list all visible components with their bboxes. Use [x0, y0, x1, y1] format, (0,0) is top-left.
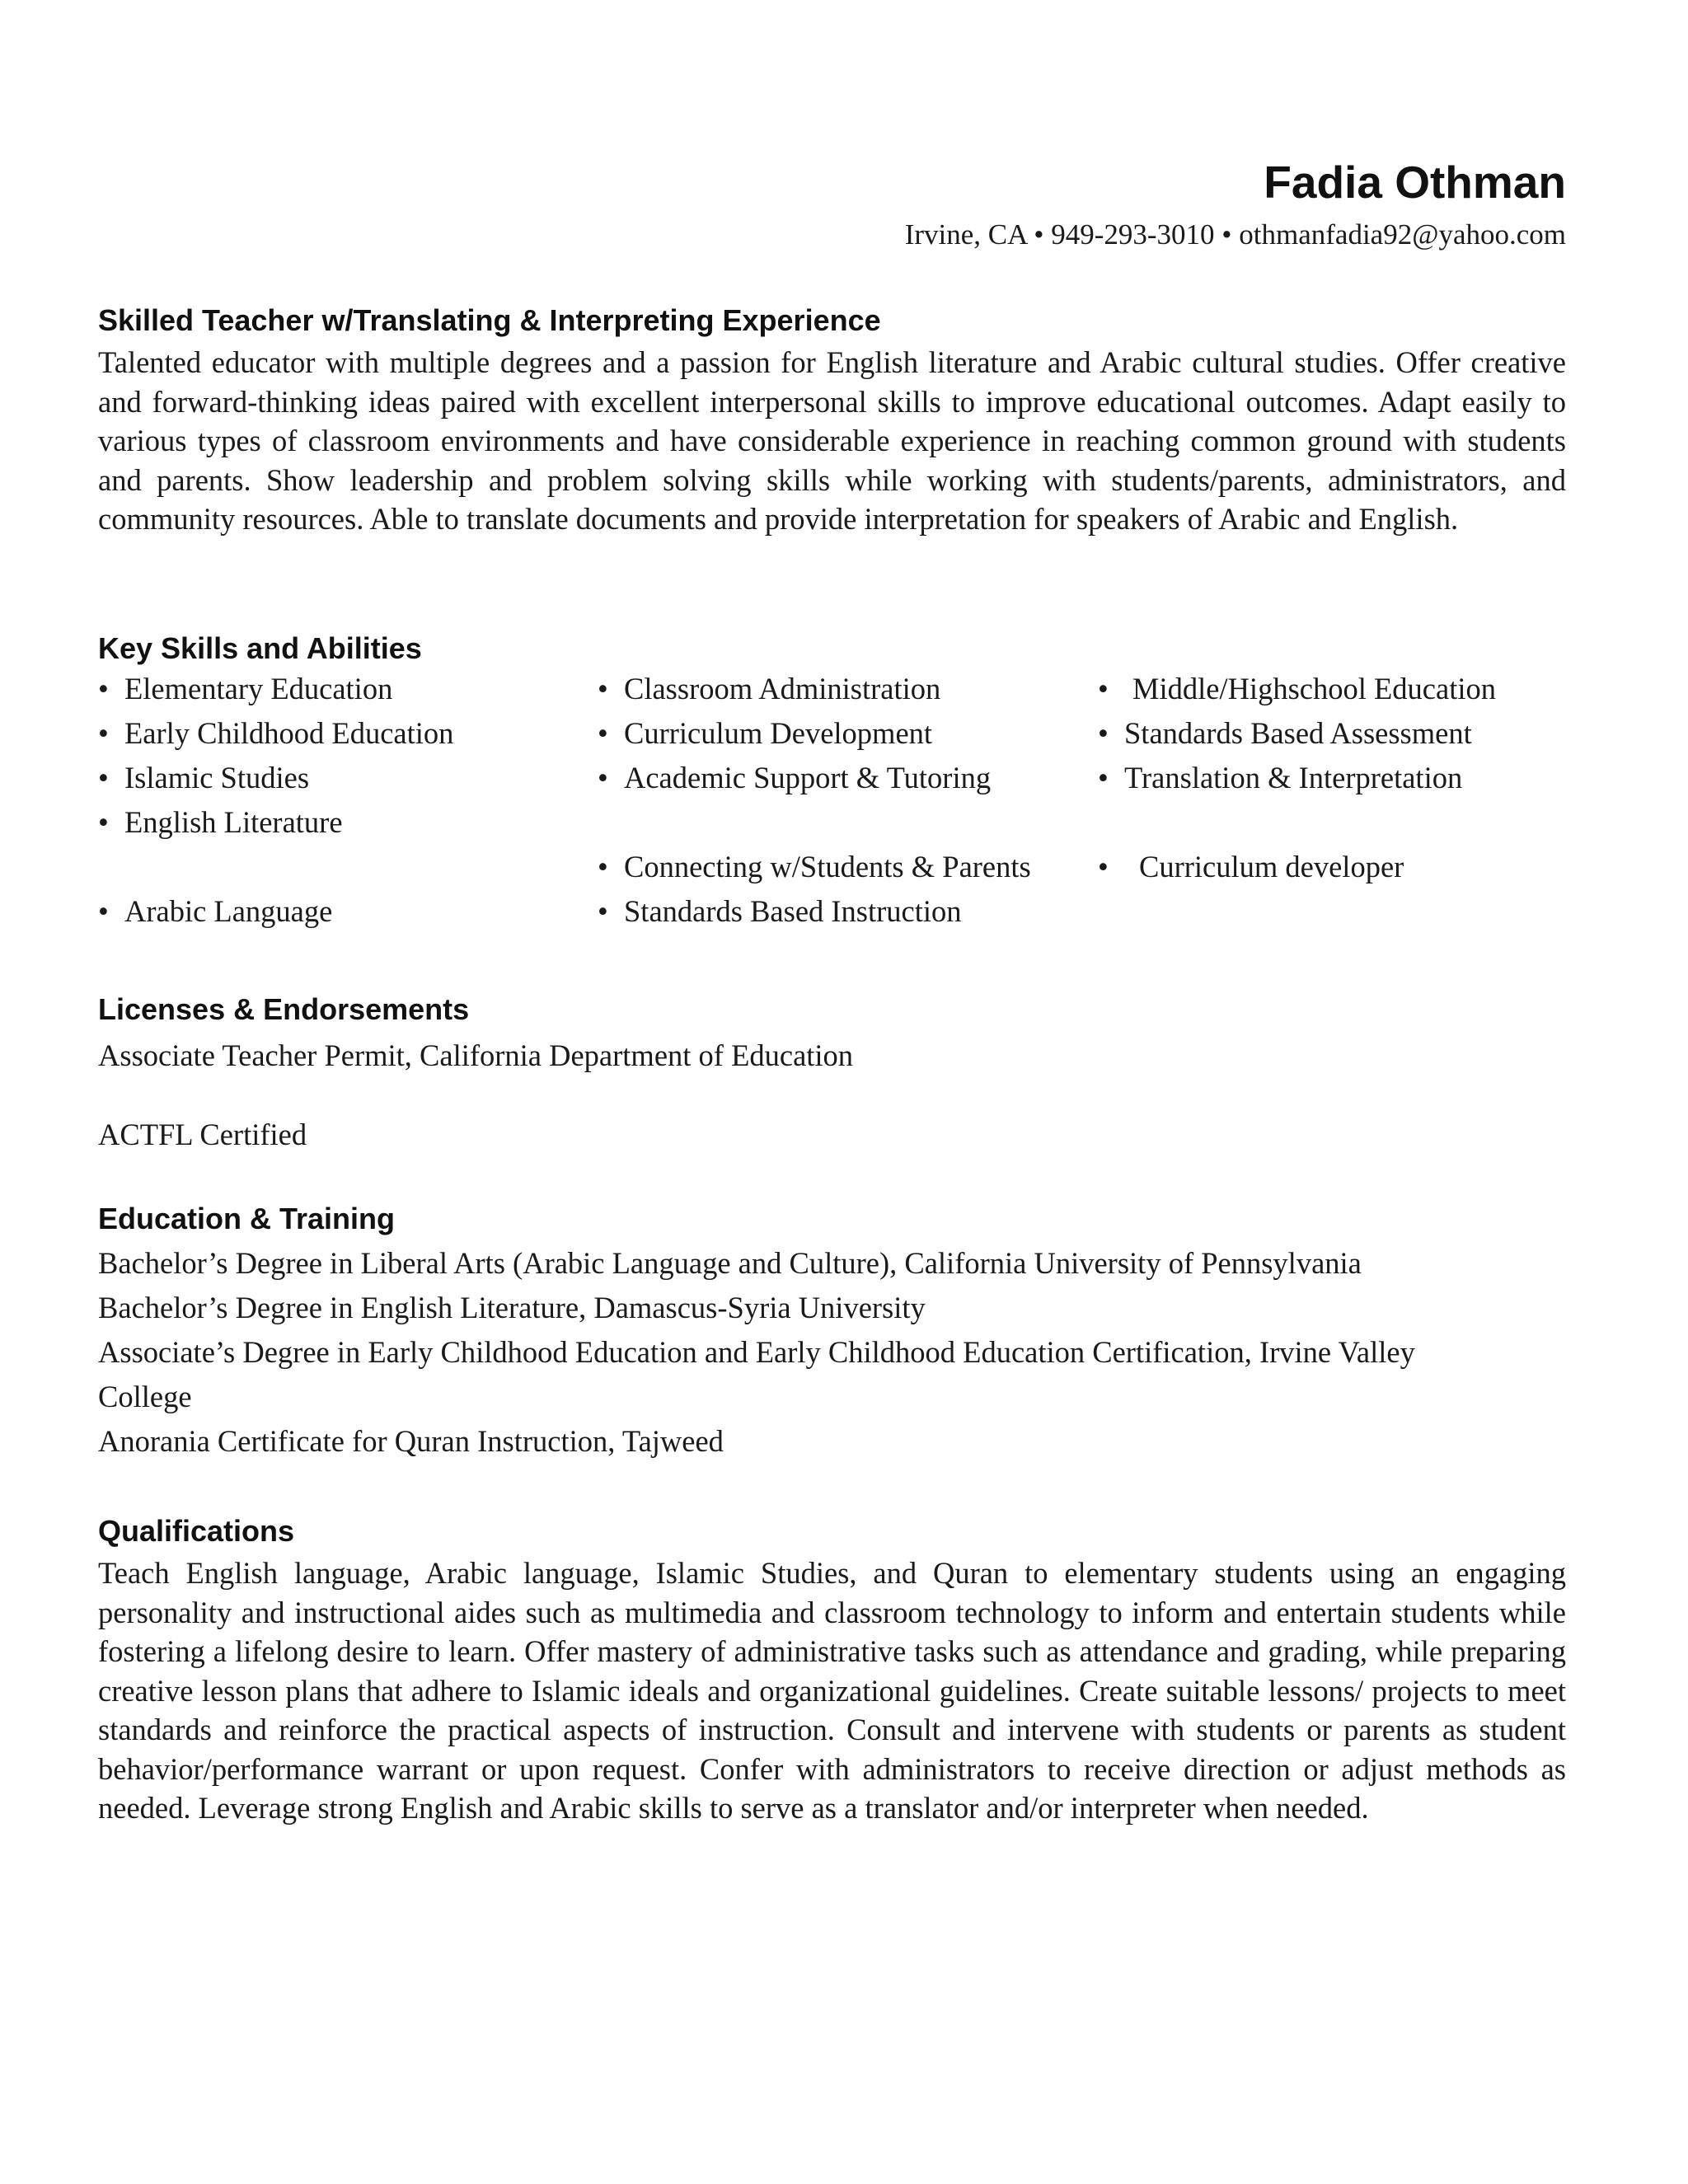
resume-page	[98, 0, 1566, 2184]
bullet-icon: •	[598, 672, 608, 705]
skill-label: Early Childhood Education	[124, 716, 454, 750]
license-item: ACTFL Certified	[98, 1118, 307, 1151]
licenses-section	[98, 989, 1566, 1157]
bullet-icon: •	[98, 805, 109, 839]
education-item: College	[98, 1380, 192, 1413]
education-item: Bachelor’s Degree in Liberal Arts (Arabic Language and Culture), California University of Pennsylvania	[98, 1246, 1362, 1280]
skill-label: English Literature	[124, 805, 343, 839]
bullet-icon: •	[98, 894, 109, 928]
skill-item	[98, 803, 343, 842]
bullet-icon: •	[1098, 716, 1109, 750]
bullet-icon: •	[1098, 761, 1109, 794]
skill-item	[598, 714, 932, 753]
bullet-icon: •	[98, 761, 109, 794]
skill-label: Curriculum developer	[1139, 850, 1404, 883]
skill-label: Arabic Language	[124, 894, 333, 928]
qualifications-section	[98, 1511, 1566, 1828]
bullet-icon: •	[598, 716, 608, 750]
skill-item	[1098, 758, 1462, 798]
bullet-icon: •	[1098, 672, 1109, 705]
skill-item	[598, 847, 1031, 887]
skills-title: Key Skills and Abilities	[98, 631, 422, 665]
education-section	[98, 1198, 1566, 1464]
skill-label: Curriculum Development	[624, 716, 933, 750]
candidate-name: Fadia Othman	[1264, 157, 1566, 208]
license-item: Associate Teacher Permit, California Department of Education	[98, 1038, 854, 1072]
skill-item	[598, 669, 940, 709]
qualifications-body: Teach English language, Arabic language, Islamic Studies, and Quran to elementary students using an engaging personality and instructional aides such as multimedia and classroom technology to inform and entertain students while fostering a lifelong desire to learn. Offer mastery of administrative tasks such as attendance and grading, while preparing creative lesson plans that adhere to Islamic ideals and organizational guidelines. Create suitable lessons/ projects to meet standards and reinforce the practical aspects of instruction. Consult and intervene with students or parents as student behavior/performance warrant or upon request. Confer with administrators to receive direction or adjust methods as needed. Leverage strong English and Arabic skills to serve as a translator and/or interpreter when needed.	[98, 1556, 1566, 1825]
skill-label: Standards Based Instruction	[624, 894, 962, 928]
education-item: Bachelor’s Degree in English Literature, Damascus-Syria University	[98, 1291, 926, 1324]
skill-item	[1098, 669, 1496, 709]
qualifications-title: Qualifications	[98, 1514, 295, 1548]
summary-section	[98, 300, 1566, 539]
education-title: Education & Training	[98, 1202, 396, 1235]
contact-info: Irvine, CA • 949-293-3010 • othmanfadia92@yahoo.com	[904, 218, 1566, 251]
bullet-icon: •	[598, 850, 608, 883]
skill-label: Classroom Administration	[624, 672, 941, 705]
skill-item	[98, 714, 453, 753]
skills-section	[98, 628, 1566, 933]
bullet-icon: •	[98, 672, 109, 705]
skill-item	[1098, 847, 1404, 887]
skill-item	[98, 758, 309, 798]
bullet-icon: •	[598, 894, 608, 928]
skill-label: Elementary Education	[124, 672, 393, 705]
bullet-icon: •	[98, 716, 109, 750]
skill-item	[1098, 714, 1472, 753]
skill-item	[598, 758, 991, 798]
skill-item	[598, 892, 962, 931]
bullet-icon: •	[598, 761, 608, 794]
skill-label: Middle/Highschool Education	[1132, 672, 1496, 705]
skill-label: Translation & Interpretation	[1124, 761, 1463, 794]
skill-label: Standards Based Assessment	[1124, 716, 1472, 750]
education-item: Anorania Certificate for Quran Instruction, Tajweed	[98, 1424, 724, 1458]
skill-item	[98, 892, 332, 931]
bullet-icon: •	[1098, 850, 1109, 883]
skill-label: Connecting w/Students & Parents	[624, 850, 1031, 883]
skills-grid	[98, 669, 1566, 933]
education-item: Associate’s Degree in Early Childhood Education and Early Childhood Education Certification, Irvine Valley	[98, 1335, 1415, 1369]
summary-title: Skilled Teacher w/Translating & Interpreting Experience	[98, 303, 881, 337]
summary-body: Talented educator with multiple degrees and a passion for English literature and Arabic cultural studies. Offer creative and forward-thinking ideas paired with excellent interpersonal skills to improve educational outcomes. Adapt easily to various types of classroom environments and have considerable experience in reaching common ground with students and parents. Show leadership and problem solving skills while working with students/parents, administrators, and community resources. Able to translate documents and provide interpretation for speakers of Arabic and English.	[98, 345, 1566, 536]
skill-label: Academic Support & Tutoring	[624, 761, 992, 794]
licenses-title: Licenses & Endorsements	[98, 992, 470, 1026]
skill-label: Islamic Studies	[124, 761, 310, 794]
skill-item	[98, 669, 392, 709]
